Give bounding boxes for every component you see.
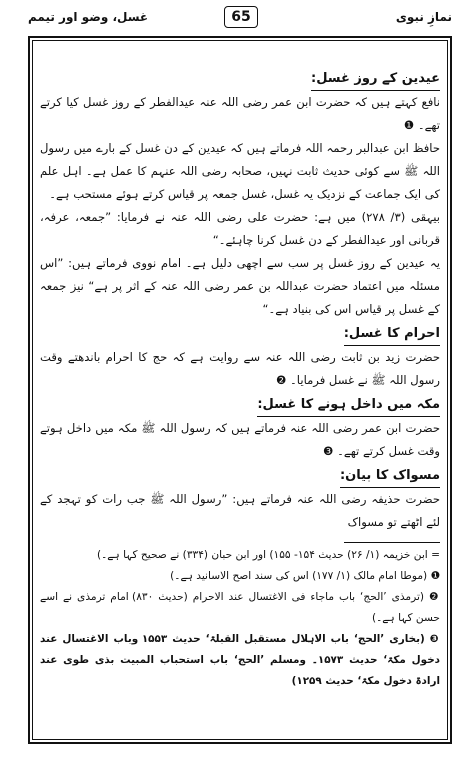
paragraph: حضرت ابن عمر رضی اللہ عنہ فرماتے ہیں کہ رسول اللہ ﷺ مکہ میں داخل ہوتے وقت غسل کرتے تھے۔ ❸ — [40, 421, 440, 458]
paragraph: حضرت حذیفہ رضی اللہ عنہ فرماتے ہیں: ”رسول اللہ ﷺ جب رات کو تہجد کے لئے اٹھتے تو مسواک — [40, 492, 440, 529]
section-miswak — [40, 463, 440, 534]
footnote: ❸ (بخاری ’الحج‘ باب الاہلال مستقبل القبلۃ‘ حدیث ۱۵۵۳ وباب الاغتسال عند دخول مکۃ‘ حدیث ۱۵۷۳۔ ومسلم ’الحج‘ باب استحباب المبیت بذی طوی عند ارادۃ دخول مکۃ‘ حدیث ۱۲۵۹) — [40, 633, 441, 687]
section-ihram-ghusl — [40, 321, 440, 392]
page-header — [28, 4, 452, 34]
paragraph: یہ عیدین کے روز غسل پر سب سے اچھی دلیل ہے۔ امام نووی فرماتے ہیں: ”اس مسئلہ میں اعتماد حضرت عبداللہ بن عمر رضی اللہ عنہ کے اثر پر ہے“ نیز جمعہ کے غسل پر قیاس اس کی بنیاد ہے۔“ — [40, 256, 440, 316]
section-heading: مکہ میں داخل ہونے کا غسل: — [257, 394, 440, 417]
paragraph: بیہقی (۳/ ۲۷۸) میں ہے: حضرت علی رضی اللہ عنہ نے فرمایا: ”جمعہ، عرفہ، قربانی اور عیدالفطر کے دن غسل کرنا چاہئے۔“ — [40, 210, 440, 247]
footnote: ❶ (موطا امام مالک (۱/ ۱۷۷) اس کی سند اصح الاسانید ہے۔) — [170, 570, 440, 582]
section-eid-ghusl — [40, 66, 440, 321]
section-makkah-ghusl — [40, 392, 440, 463]
section-heading: احرام کا غسل: — [344, 323, 440, 346]
paragraph: حضرت زید بن ثابت رضی اللہ عنہ سے روایت ہے کہ حج کا احرام باندھتے وقت رسول اللہ ﷺ نے غسل فرمایا۔ ❷ — [40, 350, 440, 387]
chapter-title: غسل، وضو اور تیمم — [28, 10, 149, 24]
footnote-separator — [344, 542, 440, 543]
section-heading: عیدین کے روز غسل: — [311, 68, 440, 91]
page-number: 65 — [224, 6, 258, 28]
book-title: نمازِ نبوی — [395, 10, 452, 24]
section-heading: مسواک کا بیان: — [340, 465, 440, 488]
paragraph: نافع کہتے ہیں کہ حضرت ابن عمر رضی اللہ عنہ عیدالفطر کے روز غسل کیا کرتے تھے۔ ❶ — [40, 95, 440, 132]
footnotes — [40, 545, 440, 692]
footnote: ❷ (ترمذی ’الحج‘ باب ماجاء فی الاغتسال عند الاحرام (حدیث ۸۳۰) امام ترمذی نے اسے حسن کہا ہے۔) — [40, 591, 441, 624]
page-content — [40, 66, 440, 692]
paragraph: حافظ ابن عبدالبر رحمہ اللہ فرماتے ہیں کہ عیدین کے دن غسل کے بارے میں رسول اللہ ﷺ سے کوئی حدیث ثابت نہیں، صحابہ رضی اللہ عنہم کا عمل ہے۔ اہل علم کی ایک جماعت کے نزدیک یہ غسل، غسل جمعہ پر قیاس کرتے ہوئے مستحب ہے۔ — [40, 141, 440, 201]
footnote: = ابن خزیمہ (۱/ ۲۶) حدیث ۱۵۴- ۱۵۵) اور ابن حبان (۳۳۴) نے صحیح کہا ہے۔) — [96, 549, 440, 561]
